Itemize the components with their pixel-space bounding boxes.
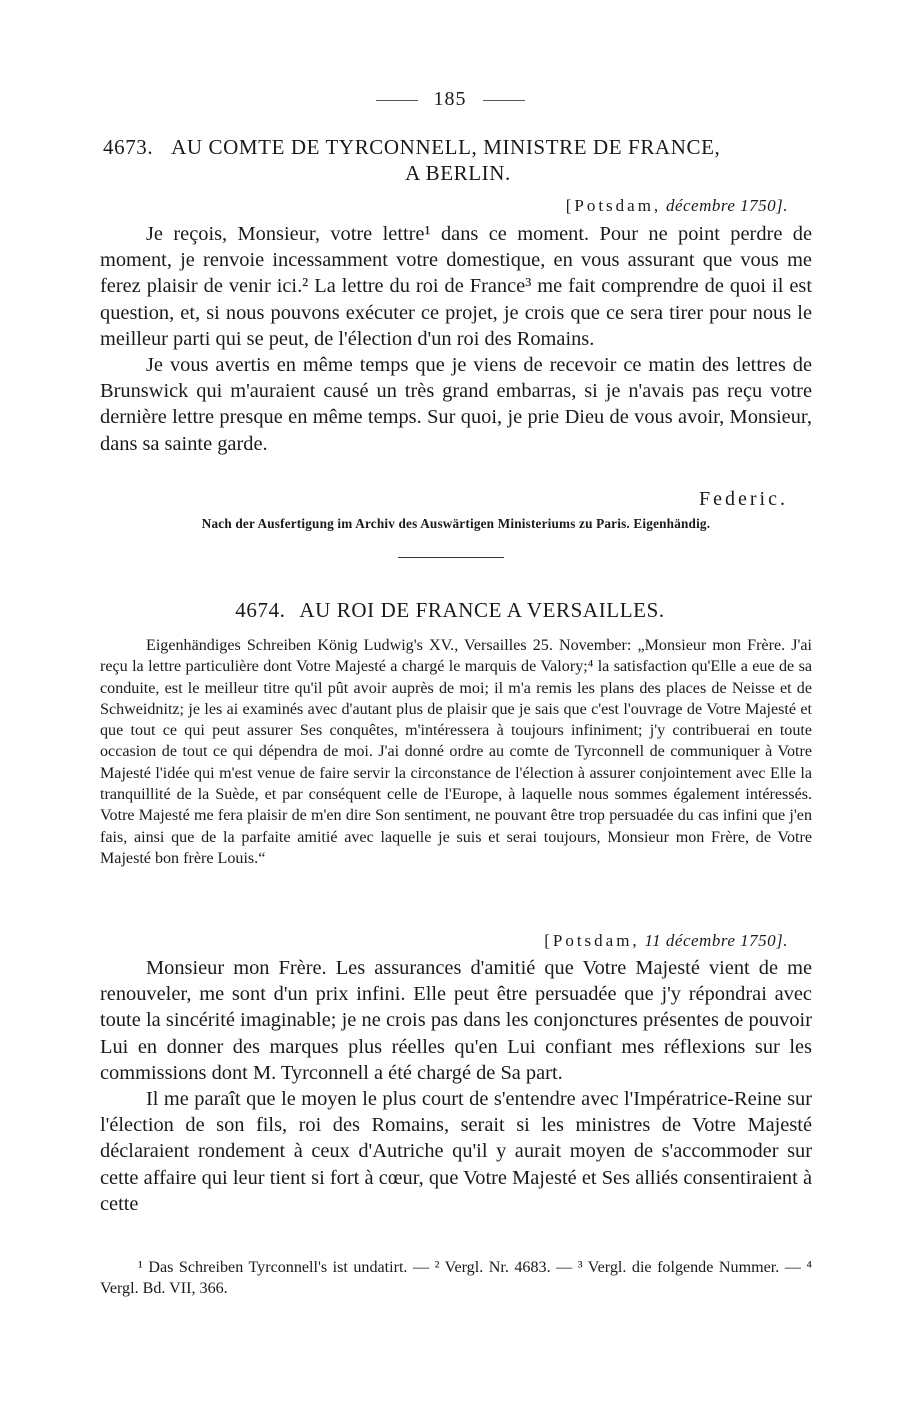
letter-4674-body [100,955,812,1217]
footnotes-text: ¹ Das Schreiben Tyrconnell's ist undatirt. — ² Vergl. Nr. 4683. — ³ Vergl. die folgende Nummer. — ⁴ Vergl. Bd. VII, 366. [100,1259,812,1298]
letter-4673-heading [103,134,813,186]
letter-4674-heading [100,597,800,623]
letter-4674-paragraph-2: Il me paraît que le moyen le plus court de s'entendre avec l'Impératrice-Reine sur l'élection de son fils, roi des Romains, serait si les ministres de Votre Majesté déclaraient rondement à ceux d'Autriche qu'il y aurait moyen de s'accommoder sur cette affaire qui leur tient si fort à cœur, que Votre Majesté et Ses alliés consentiraient à cette [100,1088,812,1215]
page-number-rule-right [483,100,525,101]
letter-4674-number: 4674. [235,598,286,622]
letter-4673-title-line1: AU COMTE DE TYRCONNELL, MINISTRE DE FRANCE, [171,135,721,159]
page-number-text: 185 [433,88,467,110]
letter-4674-dateline [544,931,788,951]
letter-4673-paragraph-1: Je reçois, Monsieur, votre lettre¹ dans ce moment. Pour ne point perdre de moment, je renvoie incessamment votre domestique, en vous assurant que vous me ferez plaisir de venir ici.² La lettre du roi de France³ me fait comprendre de quoi il est question, et, si nous pouvons exécuter ce projet, je crois que ce sera tirer pour nous le meilleur parti qui se peut, de l'élection d'un roi des Romains. [100,223,812,350]
letter-4674-title: AU ROI DE FRANCE A VERSAILLES. [299,598,665,622]
letter-4674-preface-text: Eigenhändiges Schreiben König Ludwig's XV., Versailles 25. November: „Monsieur mon Frère. J'ai reçu la lettre particulière dont Votre Majesté a chargé le marquis de Valory;⁴ la satisfaction qu'Elle a eue de sa conduite, est le meilleur titre qu'il pût avoir auprès de moi; il m'a remis les plans des places de Neisse et de Schweidnitz; je les ai examinés avec d'autant plus de plaisir que je sais que c'est l'ouvrage de Votre Majesté et que tout ce qui peut assurer Ses conquêtes, m'intéressera à toujours infiniment; j'y contribuerai en toute occasion de tout ce qui dépendra de moi. J'ai donné ordre au comte de Tyrconnell de communiquer à Votre Majesté l'idée qui m'est venue de faire servir la circonstance de l'élection à assurer conjointement avec Elle la tranquillité de la Suède, et par conséquent celle de l'Europe, à laquelle nous sommes également intéressés. Votre Majesté me fera plaisir de m'en dire Son sentiment, ne pouvant être trop persuadée du cas infini que j'en fais, ainsi que de la parfaite amitié avec laquelle je suis et serai toujours, Monsieur mon Frère, de Votre Majesté bon frère Louis.“ [100,637,812,867]
dateline-place: [Potsdam, [565,196,662,215]
dateline-date: 11 décembre 1750]. [644,931,788,950]
dateline-date: décembre 1750]. [665,196,788,215]
page-number-rule-left [376,100,418,101]
letter-4673-title-line2: A BERLIN. [405,161,511,185]
letter-4674-paragraph-1: Monsieur mon Frère. Les assurances d'amitié que Votre Majesté vient de me renouveler, me sont d'un prix infini. Elle peut être persuadée que j'y répondrai avec toute la sincérité imaginable; je ne crois pas dans les conjonctures présentes de pouvoir Lui en donner des marques plus réelles qu'en Lui confiant mes réflexions sur les commissions dont M. Tyrconnell a été chargé de Sa part. [100,957,812,1084]
page-number [0,88,900,111]
letter-4673-body [100,221,812,457]
letter-4673-paragraph-2: Je vous avertis en même temps que je viens de recevoir ce matin des lettres de Brunswick qui m'auraient causé un très grand embarras, si je n'avais pas reçu votre dernière lettre presque en même temps. Sur quoi, je prie Dieu de vous avoir, Monsieur, dans sa sainte garde. [100,354,812,455]
letter-4673-number: 4673. [103,135,154,159]
letter-4673-source-note: Nach der Ausfertigung im Archiv des Auswärtigen Ministeriums zu Paris. Eigenhändig. [201,516,711,531]
letter-4673-dateline [566,196,788,216]
letter-4673-signature: Federic. [699,488,788,510]
footnotes [100,1257,812,1300]
letter-4674-preface [100,635,812,869]
dateline-place: [Potsdam, [544,931,640,950]
section-separator [398,557,504,558]
